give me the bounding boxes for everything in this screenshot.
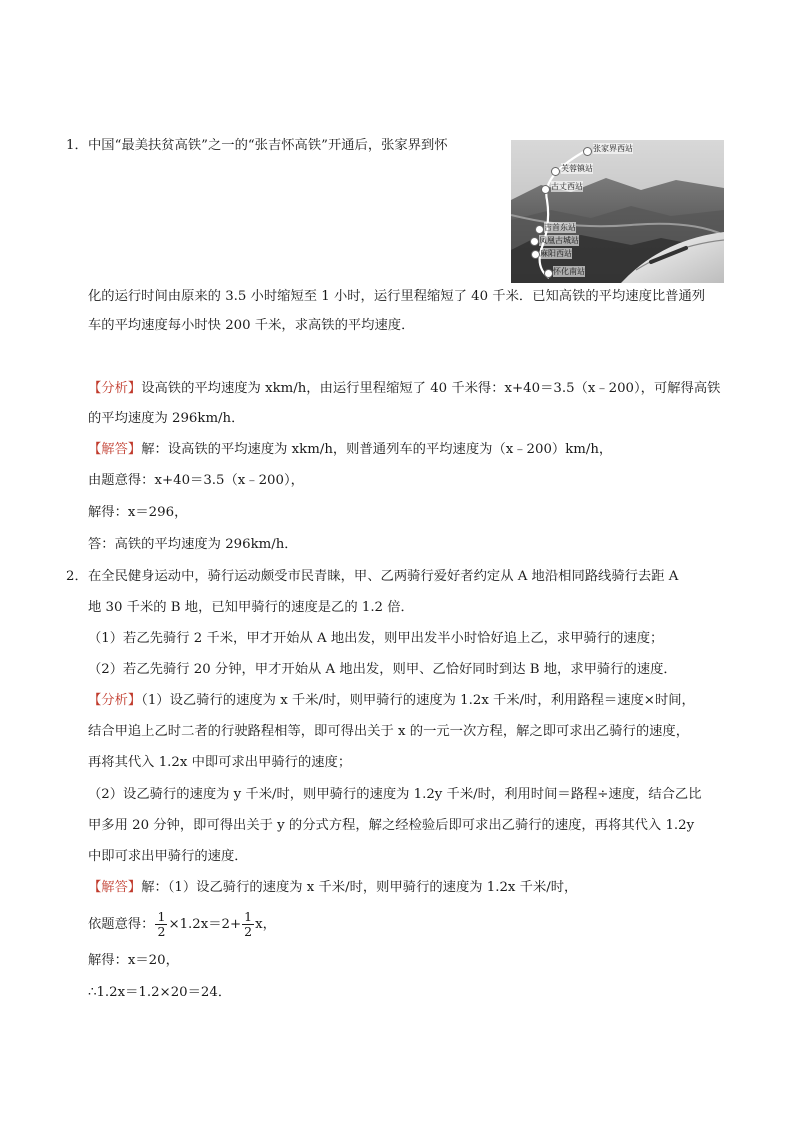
equation-middle: ×1.2x＝2+ bbox=[168, 917, 242, 932]
equation-prefix: 依题意得： bbox=[88, 917, 155, 932]
analysis-tag: 【分析】 bbox=[88, 693, 142, 708]
equation-tail: x， bbox=[255, 917, 276, 932]
q2-part1: （1）若乙先骑行 2 千米，甲才开始从 A 地出发，则甲出发半小时恰好追上乙，求甲骑行的速度； bbox=[88, 631, 664, 646]
q2-answer-line4: ∴1.2x＝1.2×20＝24． bbox=[88, 985, 232, 1000]
q2-analysis-line3: 再将其代入 1.2x 中即可求出甲骑行的速度； bbox=[88, 755, 352, 770]
q2-answer-equation bbox=[88, 910, 276, 940]
q2-stem-line1: 在全民健身运动中，骑行运动颇受市民青睐，甲、乙两骑行爱好者约定从 A 地沿相同路线骑行去距 A bbox=[88, 569, 679, 584]
fraction-denominator: 2 bbox=[244, 924, 253, 939]
q2-analysis-line4: （2）设乙骑行的速度为 y 千米/时，则甲骑行的速度为 1.2y 千米/时，利用时间＝路程÷速度，结合乙比 bbox=[88, 787, 702, 802]
q2-analysis-line5: 甲多用 20 分钟，即可得出关于 y 的分式方程，解之经检验后即可求出乙骑行的速度，再将其代入 1.2y bbox=[88, 818, 695, 833]
station-label-4: 吉首东站 bbox=[544, 223, 576, 232]
q2-stem-line2: 地 30 千米的 B 地，已知甲骑行的速度是乙的 1.2 倍． bbox=[88, 600, 414, 615]
q2-analysis-line2: 结合甲追上乙时二者的行驶路程相等，即可得出关于 x 的一元一次方程，解之即可求出乙骑行的速度， bbox=[88, 724, 690, 739]
q1-answer-line1 bbox=[88, 440, 612, 460]
station-zhangjiajiexi bbox=[583, 147, 592, 156]
station-label-6: 麻阳西站 bbox=[540, 249, 572, 258]
q1-answer-line4: 答：高铁的平均速度为 296km/h． bbox=[88, 537, 298, 552]
q1-analysis-text-a: 设高铁的平均速度为 xkm/h，由运行里程缩短了 40 千米得：x+40＝3.5（x﹣200），可解得高铁 bbox=[141, 381, 721, 396]
station-label-7: 怀化南站 bbox=[553, 267, 585, 276]
q1-answer-line3: 解得：x＝296， bbox=[88, 505, 188, 520]
q2-analysis-line1 bbox=[88, 691, 695, 711]
q1-stem-line3: 车的平均速度每小时快 200 千米，求高铁的平均速度． bbox=[88, 318, 415, 333]
station-label-1: 张家界西站 bbox=[593, 144, 633, 153]
fraction-numerator: 1 bbox=[244, 909, 253, 924]
railway-map-image bbox=[511, 140, 724, 283]
station-label-2: 芙蓉镇站 bbox=[561, 164, 593, 173]
question-1-number: 1． bbox=[66, 138, 88, 153]
station-fenghuanggucheng bbox=[530, 237, 539, 246]
q2-part2: （2）若乙先骑行 20 分钟，甲才开始从 A 地出发，则甲、乙恰好同时到达 B 地，求甲骑行的速度． bbox=[88, 662, 677, 677]
q1-analysis-line1 bbox=[88, 379, 720, 399]
q1-answer-line2: 由题意得：x+40＝3.5（x﹣200）， bbox=[88, 473, 304, 488]
station-huaihuanan bbox=[544, 269, 553, 278]
q1-analysis-line2: 的平均速度为 296km/h． bbox=[88, 411, 245, 426]
station-label-5: 凤凰古城站 bbox=[539, 236, 579, 245]
q2-answer-line3: 解得：x＝20， bbox=[88, 953, 179, 968]
question-2-number: 2． bbox=[66, 569, 88, 584]
q2-answer-line1 bbox=[88, 878, 577, 898]
q1-answer-text-a: 解：设高铁的平均速度为 xkm/h，则普通列车的平均速度为（x﹣200）km/h， bbox=[141, 442, 613, 457]
fraction-one-half-2 bbox=[242, 910, 254, 939]
station-guzhangxi bbox=[541, 185, 550, 194]
station-jishoudong bbox=[535, 225, 544, 234]
station-label-3: 古丈西站 bbox=[551, 182, 583, 191]
q2-analysis-text-1a: （1）设乙骑行的速度为 x 千米/时，则甲骑行的速度为 1.2x 千米/时，利用路程＝速度×时间， bbox=[141, 693, 695, 708]
fraction-one-half bbox=[155, 910, 167, 939]
q1-stem-line1: 中国“最美扶贫高铁”之一的“张吉怀高铁”开通后，张家界到怀 bbox=[88, 138, 448, 153]
answer-tag: 【解答】 bbox=[88, 442, 142, 457]
station-furongzhen bbox=[551, 167, 560, 176]
station-mayangxi bbox=[531, 250, 540, 259]
fraction-denominator: 2 bbox=[157, 924, 166, 939]
answer-tag: 【解答】 bbox=[88, 880, 142, 895]
fraction-numerator: 1 bbox=[157, 909, 166, 924]
q2-answer-text-a: 解：（1）设乙骑行的速度为 x 千米/时，则甲骑行的速度为 1.2x 千米/时， bbox=[141, 880, 578, 895]
q2-analysis-line6: 中即可求出甲骑行的速度． bbox=[88, 849, 248, 864]
railway-map-photo bbox=[511, 140, 724, 283]
analysis-tag: 【分析】 bbox=[88, 381, 142, 396]
q1-stem-line2: 化的运行时间由原来的 3.5 小时缩短至 1 小时，运行里程缩短了 40 千米．已知高铁的平均速度比普通列 bbox=[88, 289, 706, 304]
